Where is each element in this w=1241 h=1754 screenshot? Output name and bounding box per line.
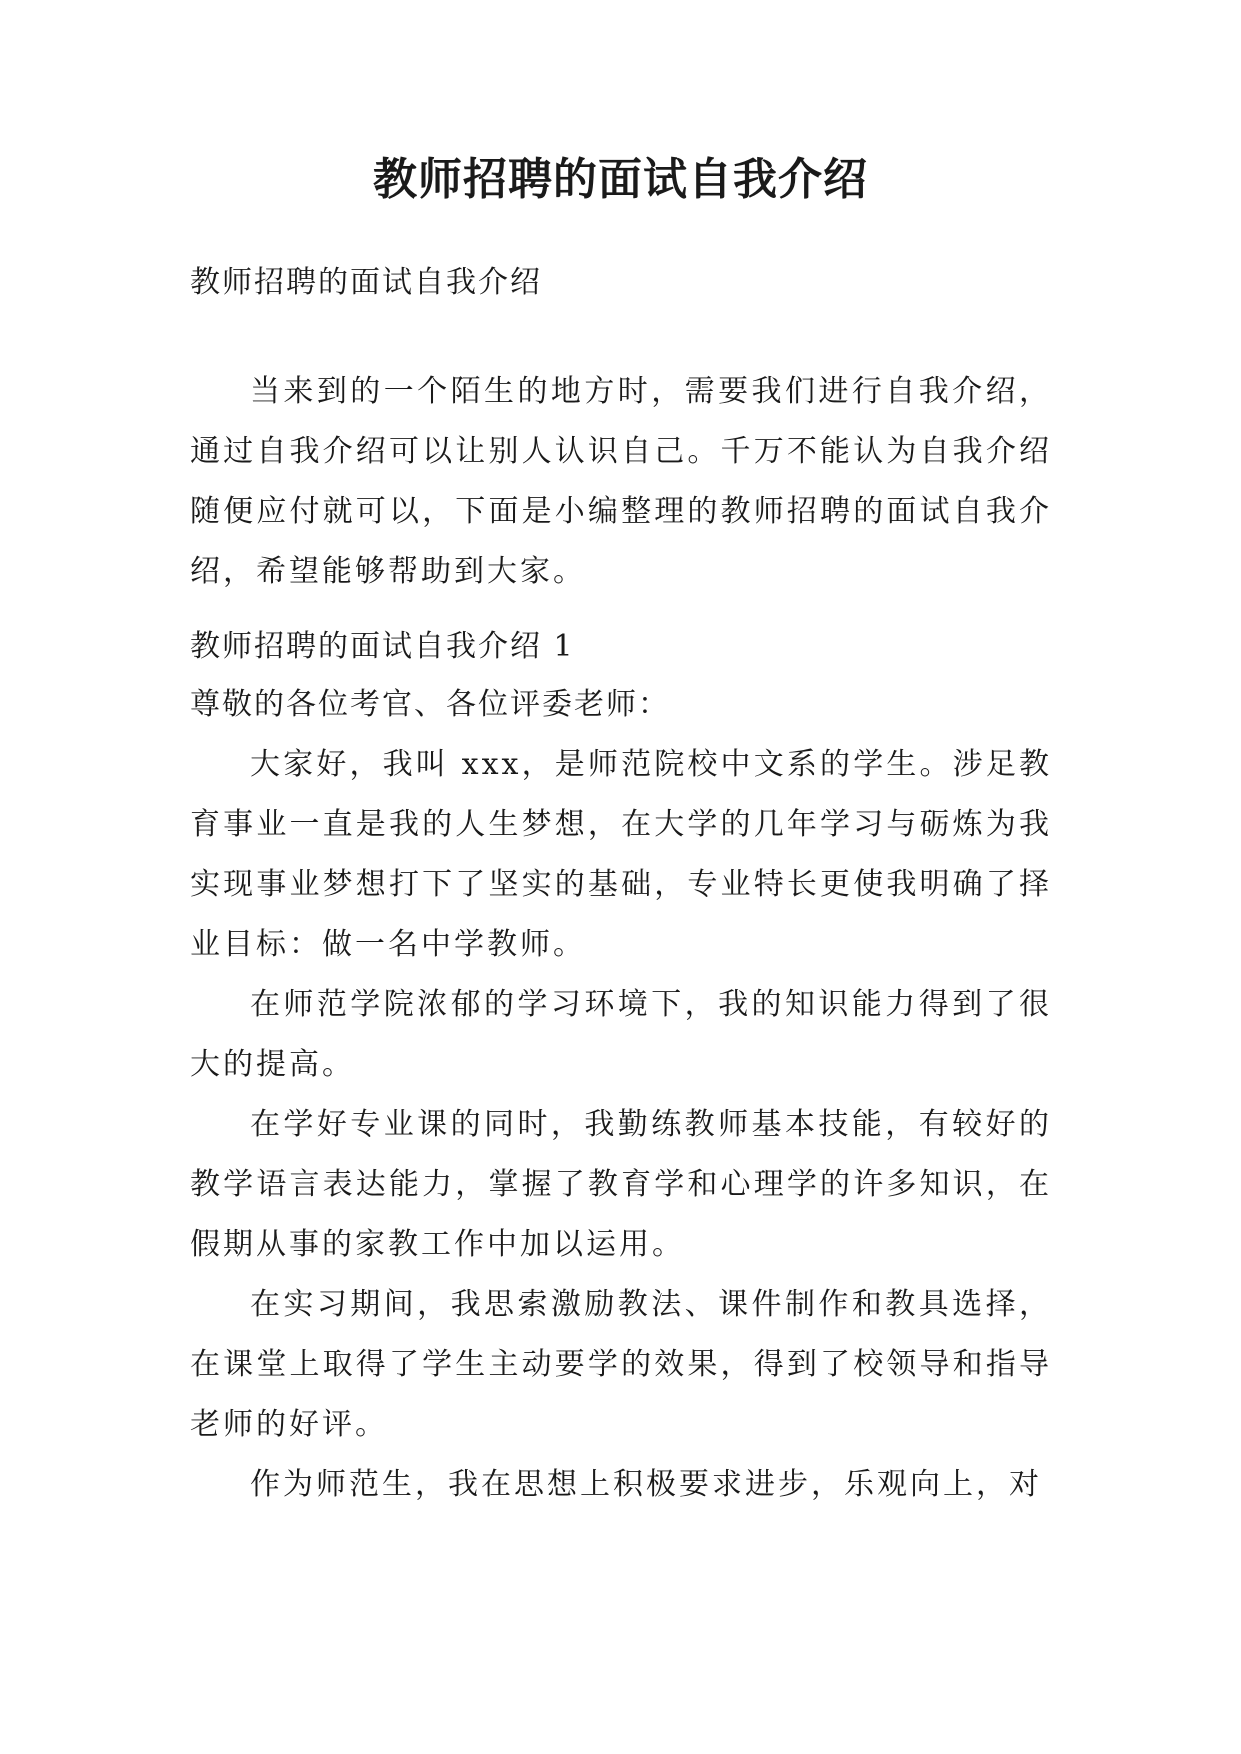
salutation: 尊敬的各位考官、各位评委老师： (190, 687, 670, 722)
section-heading: 教师招聘的面试自我介绍 1 (190, 629, 575, 664)
document-subtitle: 教师招聘的面试自我介绍 (190, 265, 542, 300)
intro-paragraph: 当来到的一个陌生的地方时，需要我们进行自我介绍，通过自我介绍可以让别人认识自己。千万不能认为自我介绍随便应付就可以，下面是小编整理的教师招聘的面试自我介绍，希望能够帮助到大家。 (190, 374, 1052, 589)
body-paragraph-5: 作为师范生，我在思想上积极要求进步，乐观向上，对 (250, 1467, 1042, 1502)
main-section (190, 617, 1052, 1515)
body-paragraph-2: 在师范学院浓郁的学习环境下，我的知识能力得到了很大的提高。 (190, 987, 1052, 1082)
intro-section (190, 362, 1052, 602)
body-paragraph-4: 在实习期间，我思索激励教法、课件制作和教具选择，在课堂上取得了学生主动要学的效果，得到了校领导和指导老师的好评。 (190, 1287, 1052, 1442)
document-title: 教师招聘的面试自我介绍 (373, 154, 868, 205)
body-paragraph-1: 大家好，我叫 xxx，是师范院校中文系的学生。涉足教育事业一直是我的人生梦想，在大学的几年学习与砺炼为我实现事业梦想打下了坚实的基础，专业特长更使我明确了择业目标：做一名中学教师。 (190, 747, 1052, 962)
body-paragraph-3: 在学好专业课的同时，我勤练教师基本技能，有较好的教学语言表达能力，掌握了教育学和心理学的许多知识，在假期从事的家教工作中加以运用。 (190, 1107, 1052, 1262)
